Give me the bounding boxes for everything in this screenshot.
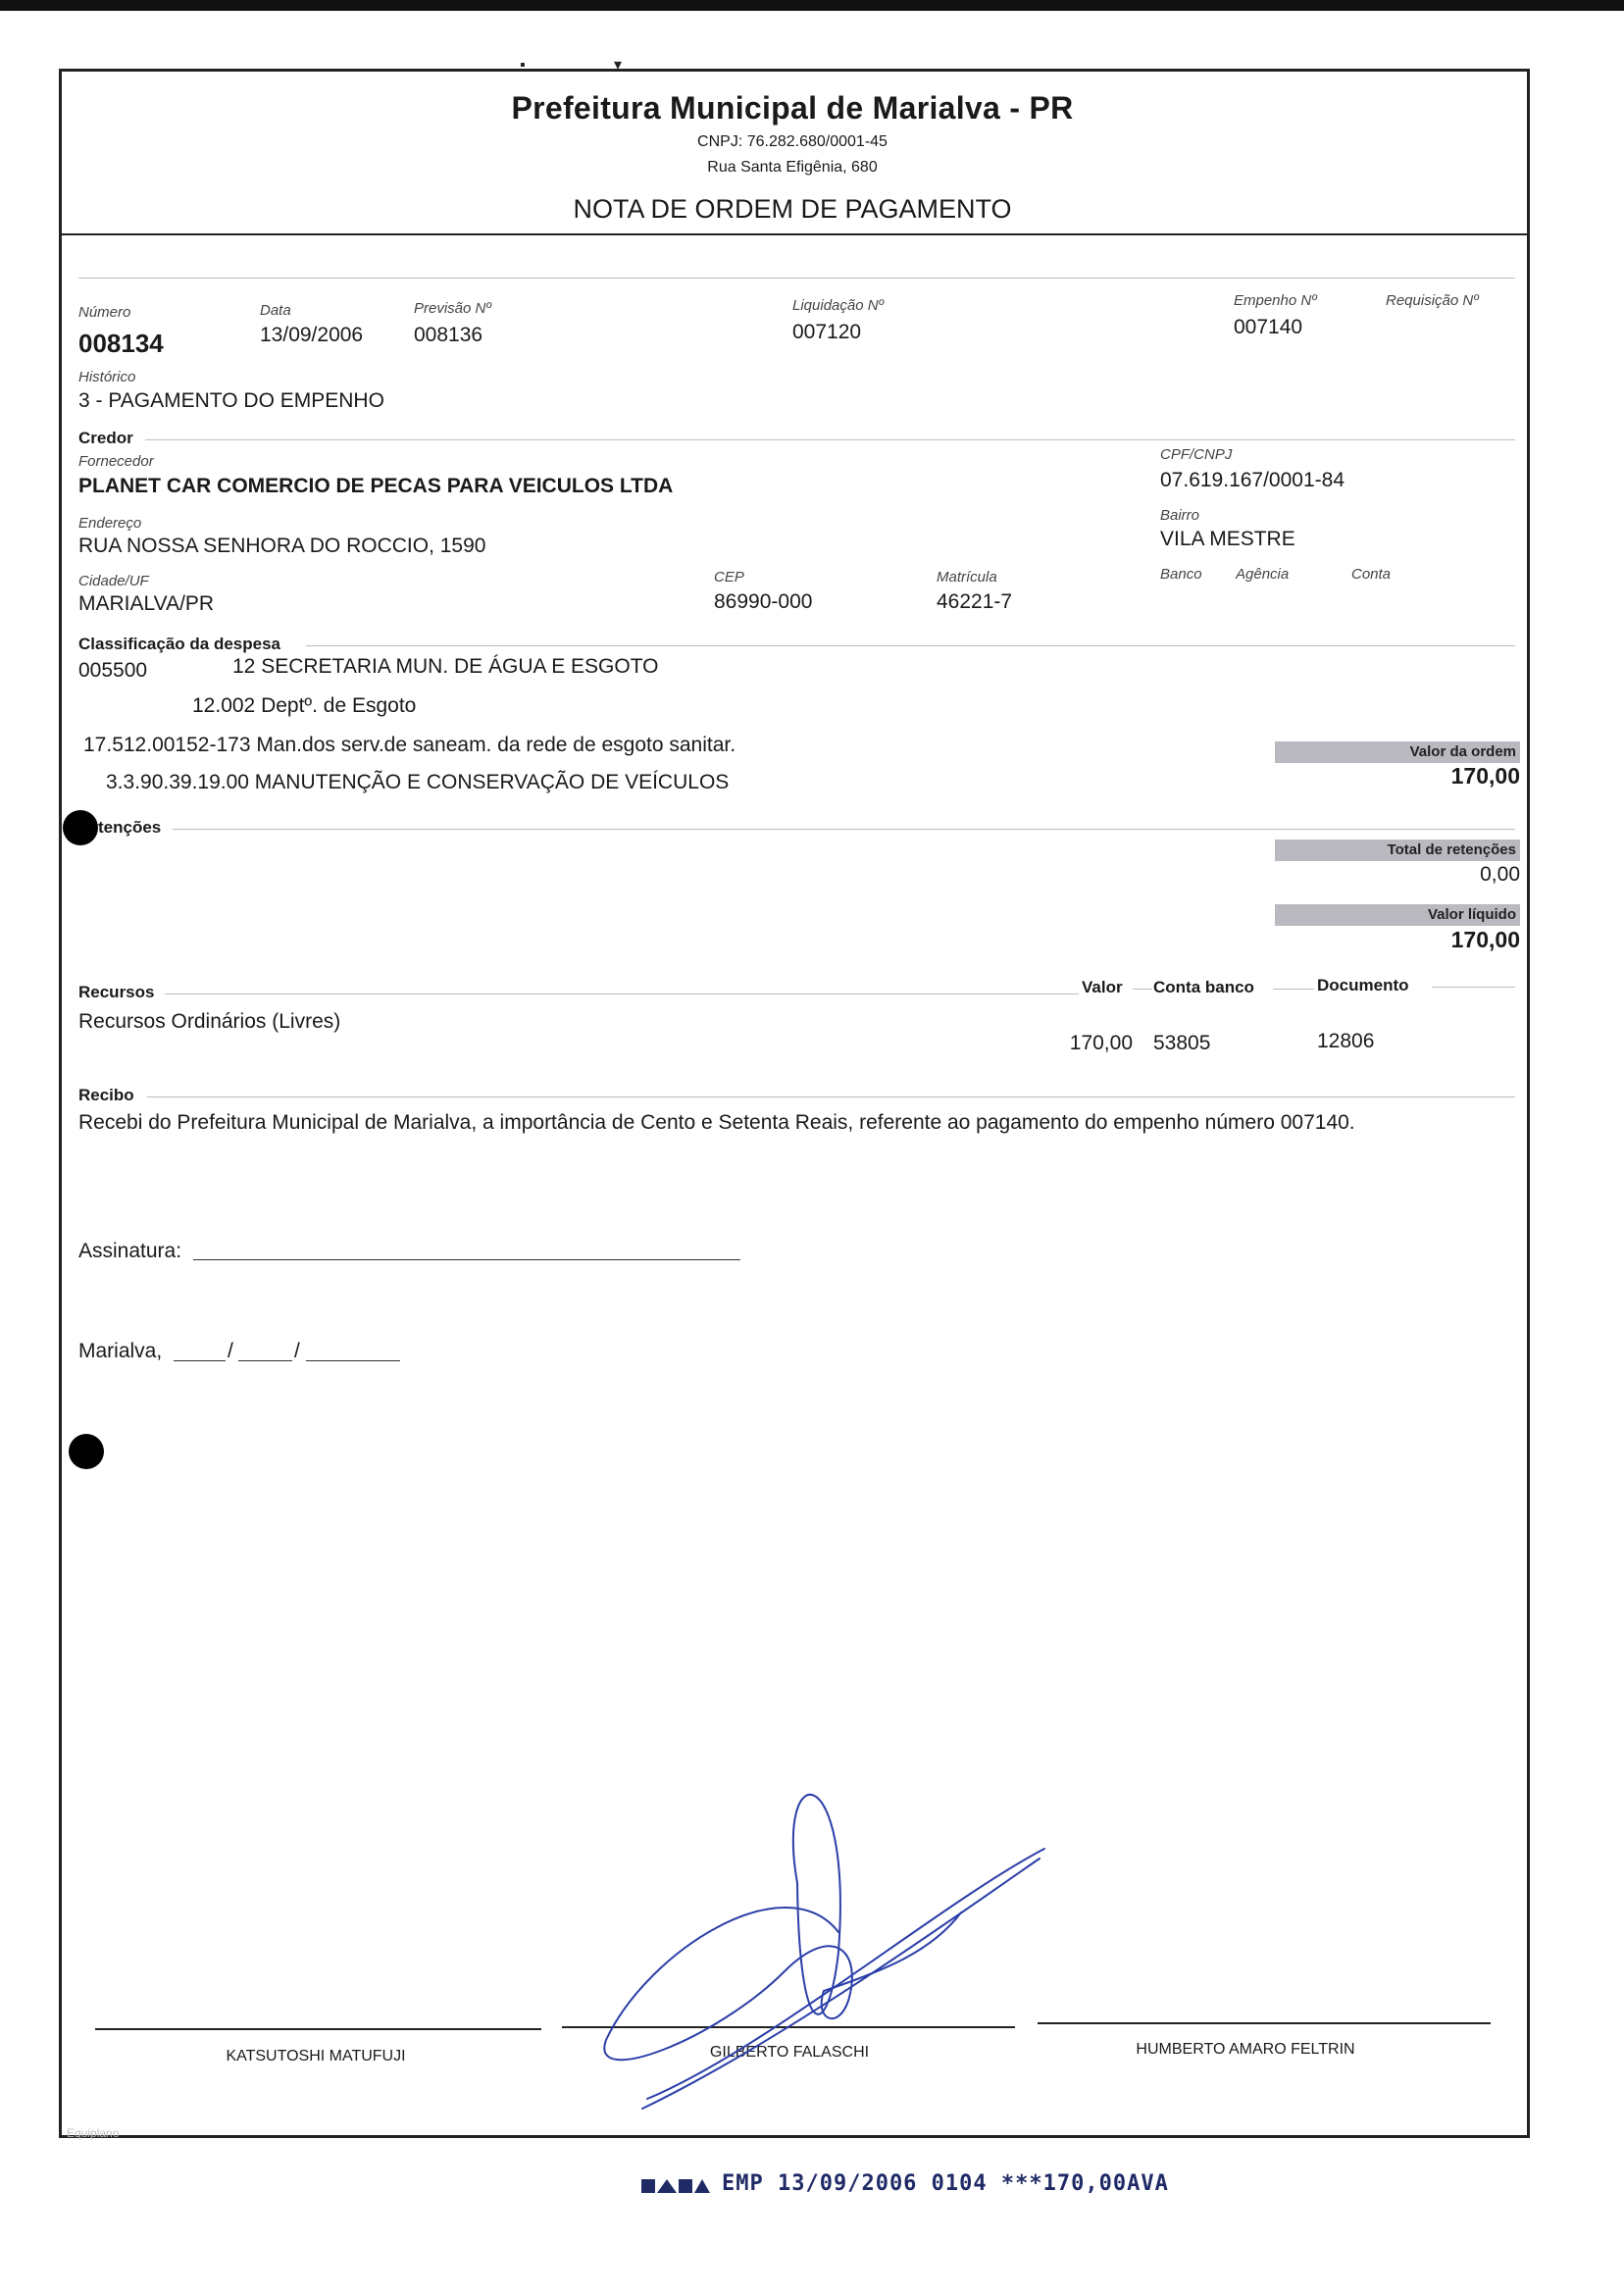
classificacao-section: Classificação da despesa [78,635,281,653]
fornecedor-label: Fornecedor [78,453,154,470]
municipality-title: Prefeitura Municipal de Marialva - PR [511,90,1074,126]
divider [145,439,1515,440]
local-label: Marialva, [78,1340,163,1362]
punch-hole [63,810,98,845]
banco-label: Banco [1160,566,1202,583]
recursos-section: Recursos [78,983,155,1001]
recursos-valor-label: Valor [1082,978,1123,996]
bairro-label: Bairro [1160,507,1200,524]
recursos-documento: 12806 [1317,1030,1375,1052]
endereco-label: Endereço [78,515,142,532]
date-month-line [238,1360,292,1361]
divider [1432,987,1515,988]
assinatura-label: Assinatura: [78,1240,182,1262]
fornecedor-value: PLANET CAR COMERCIO DE PECAS PARA VEICULOS LTDA [78,475,674,497]
matricula-value: 46221-7 [937,590,1013,613]
divider [78,278,1515,279]
cidade-value: MARIALVA/PR [78,592,215,615]
classificacao-elemento: 3.3.90.39.19.00 MANUTENÇÃO E CONSERVAÇÃO DE VEÍCULOS [106,771,730,793]
assinatura-line [193,1259,740,1260]
punch-hole [69,1434,104,1469]
conta-label: Conta [1351,566,1392,583]
date-day-line [174,1360,226,1361]
endereco-value: RUA NOSSA SENHORA DO ROCCIO, 1590 [78,535,486,557]
recursos-valor: 170,00 [1069,1032,1133,1054]
address-text: Rua Santa Efigênia, 680 [707,159,878,176]
total-retencoes-value: 0,00 [1480,863,1520,886]
retencoes-section: tenções [98,818,162,837]
liquidacao-value: 007120 [792,321,862,343]
data-value: 13/09/2006 [260,324,364,346]
cpf-value: 07.619.167/0001-84 [1160,469,1345,491]
handwritten-signature [588,1756,1069,2128]
cep-label: CEP [714,569,744,586]
empenho-value: 007140 [1234,316,1303,338]
valor-liquido-label: Valor líquido [1275,904,1520,926]
previsao-label: Previsão Nº [414,300,491,317]
divider [173,829,1515,830]
auth-stamp: EMP 13/09/2006 0104 ***170,00AVA [722,2171,1169,2196]
signature-line-1 [95,2028,541,2030]
divider [1133,989,1152,990]
numero-value: 008134 [78,329,164,358]
date-separator: / [228,1340,233,1362]
valor-liquido-value: 170,00 [1450,927,1520,952]
recursos-conta-label: Conta banco [1153,978,1254,996]
numero-label: Número [78,304,131,321]
historico-label: Histórico [78,369,136,385]
valor-ordem-value: 170,00 [1450,763,1520,789]
scan-top-edge [0,0,1624,11]
previsao-value: 008136 [414,324,483,346]
signatory-3: HUMBERTO AMARO FELTRIN [1136,2041,1355,2058]
bairro-value: VILA MESTRE [1160,528,1295,550]
divider [147,1096,1515,1097]
cep-value: 86990-000 [714,590,813,613]
bank-logo-icon [641,2173,710,2199]
cidade-label: Cidade/UF [78,573,149,589]
recursos-item: Recursos Ordinários (Livres) [78,1010,341,1033]
recursos-conta: 53805 [1153,1032,1211,1054]
date-year-line [306,1360,400,1361]
valor-ordem-label: Valor da ordem [1275,741,1520,763]
signatory-2: GILBERTO FALASCHI [709,2044,870,2061]
data-label: Data [260,302,291,319]
recursos-documento-label: Documento [1317,976,1409,994]
recibo-text: Recebi do Prefeitura Municipal de Marialva, a importância de Cento e Setenta Reais, referente ao pagamento do empenho número 007140. [78,1111,1355,1134]
historico-value: 3 - PAGAMENTO DO EMPENHO [78,389,384,412]
total-retencoes-label: Total de retenções [1275,840,1520,861]
classificacao-programa: 17.512.00152-173 Man.dos serv.de saneam. da rede de esgoto sanitar. [83,734,736,756]
requisicao-label: Requisição Nº [1386,292,1479,309]
signature-line-3 [1038,2022,1491,2024]
cnpj-text: CNPJ: 76.282.680/0001-45 [697,133,888,150]
agencia-label: Agência [1236,566,1290,583]
header-separator [59,233,1530,235]
date-separator: / [294,1340,300,1362]
equiplano-watermark: Equiplano [67,2126,120,2140]
classificacao-departamento: 12.002 Deptº. de Esgoto [192,694,417,717]
scan-mark: ▾ [614,57,623,74]
document-title: NOTA DE ORDEM DE PAGAMENTO [573,194,1012,224]
divider [306,645,1515,646]
matricula-label: Matrícula [937,569,997,586]
cpf-label: CPF/CNPJ [1160,446,1233,463]
recibo-section: Recibo [78,1086,134,1104]
divider [1273,989,1314,990]
credor-section: Credor [78,429,133,447]
signatory-1: KATSUTOSHI MATUFUJI [226,2048,406,2064]
classificacao-secretaria: 12 SECRETARIA MUN. DE ÁGUA E ESGOTO [232,655,659,678]
empenho-label: Empenho Nº [1234,292,1317,309]
scan-mark: ▪ [520,57,526,74]
classificacao-code: 005500 [78,659,148,682]
liquidacao-label: Liquidação Nº [792,297,885,314]
